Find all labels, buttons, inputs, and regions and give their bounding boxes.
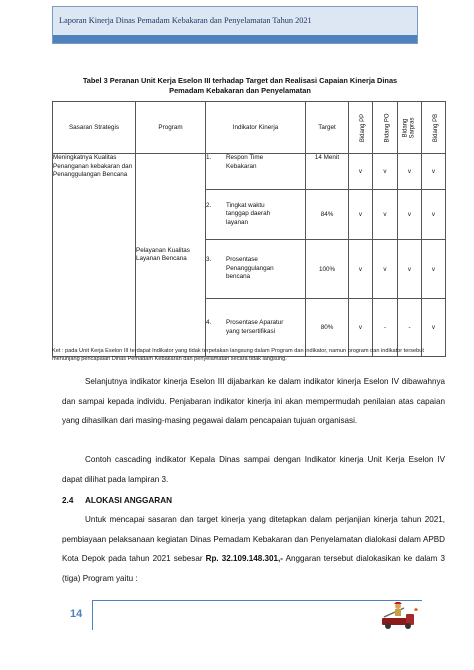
indikator-text: Respon Time Kebakaran bbox=[226, 154, 264, 170]
header-program: Program bbox=[136, 102, 206, 154]
sasaran-cell bbox=[53, 154, 136, 357]
header-bidang-pb bbox=[422, 102, 446, 154]
paragraph-cascading: Selanjutnya indikator kinerja Eselon III dijabarkan ke dalam indikator kinerja Eselon IV dibawahnya dan sampai kepada individu. Penjabaran indikator kinerja ini akan mempermudah penilaian atas capaian yang dihasilkan dari masing-masing pegawai dalam pencapaian tujuan organisasi. bbox=[62, 377, 445, 426]
pb-cell: v bbox=[422, 299, 446, 357]
program-cell bbox=[136, 154, 206, 357]
pb-cell: v bbox=[422, 190, 446, 240]
program-text: Pelayanan Kualitas Layanan Bencana bbox=[136, 246, 190, 262]
sasaran-text: Meningkatnya Kualitas Penanganan kebakaran dan Penanggulangan Bencana bbox=[53, 154, 133, 178]
section-number: 2.4 bbox=[62, 496, 74, 505]
paragraph-anggaran-prefix: Untuk mencapai sasaran dan target kinerja yang ditetapkan dalam perjanjian kinerja tahun 2021, pembiayaan pelaksanaan kegiatan Dinas Pemadam Kebakaran dan Penyelamatan dialokasi dalam APBD Kota Depok pada tahun 2021 sebesar bbox=[62, 515, 445, 564]
po-cell: v bbox=[373, 190, 398, 240]
po-cell: - bbox=[373, 299, 398, 357]
pp-cell: v bbox=[349, 190, 373, 240]
header-sarpras-line1: Bidang bbox=[402, 118, 409, 137]
indikator-cell bbox=[206, 190, 306, 240]
sarpras-cell: v bbox=[398, 154, 422, 190]
paragraph-anggaran-suffix: Anggaran tersebut dialokasikan ke dalam 3 (tiga) Program yaitu : bbox=[62, 554, 445, 584]
performance-table bbox=[52, 101, 446, 357]
footer-divider bbox=[92, 600, 422, 601]
table-header-row bbox=[53, 102, 446, 154]
sarpras-cell: v bbox=[398, 240, 422, 299]
header-indikator: Indikator Kinerja bbox=[206, 102, 306, 154]
header-sasaran: Sasaran Strategis bbox=[53, 102, 136, 154]
header-bidang-po bbox=[373, 102, 398, 154]
header-bidang-pp bbox=[349, 102, 373, 154]
target-cell: 14 Menit bbox=[306, 154, 349, 190]
paragraph-lampiran: Contoh cascading indikator Kepala Dinas sampai dengan Indikator kinerja Unit Kerja Eselon IV dapat dilihat pada lampiran 3. bbox=[62, 455, 445, 484]
page-header bbox=[52, 6, 418, 44]
table-note: Ket : pada Unit Kerja Eselon III terdapat Indikator yang tidak terpetakan langsung dalam Program dan indikator, namun program dan indikator tersebut menunjang pencapaian Dinas Pemadam Kebakaran dan penyelamatan secara tidak langsung. bbox=[52, 348, 424, 362]
table-title-line2: Pemadam Kebakaran dan Penyelamatan bbox=[169, 86, 311, 95]
table-title-line1: Tabel 3 Peranan Unit Kerja Eselon III terhadap Target dan Realisasi Capaian Kinerja Dinas bbox=[82, 76, 398, 85]
header-bidang-sarpras bbox=[398, 102, 422, 154]
indikator-text: Prosentase Penanggulangan bencana bbox=[226, 256, 274, 281]
indikator-text: Tingkat waktu tanggap daerah layanan bbox=[226, 201, 271, 226]
indikator-number: 3. bbox=[206, 256, 212, 264]
indikator-cell bbox=[206, 154, 306, 190]
paragraph-anggaran bbox=[62, 510, 445, 589]
pp-cell: v bbox=[349, 240, 373, 299]
indikator-cell bbox=[206, 240, 306, 299]
footer-vertical-divider bbox=[92, 600, 93, 630]
header-bidang-pp-label: Bidang PP bbox=[360, 113, 367, 143]
po-cell: v bbox=[373, 154, 398, 190]
header-sarpras-line2: Sarpras bbox=[409, 116, 416, 139]
page-number: 14 bbox=[70, 608, 83, 620]
indikator-number: 4. bbox=[206, 319, 212, 326]
pp-cell: v bbox=[349, 299, 373, 357]
firefighter-logo-icon bbox=[378, 600, 420, 635]
pp-cell: v bbox=[349, 154, 373, 190]
pb-cell: v bbox=[422, 240, 446, 299]
indikator-number: 1. bbox=[206, 154, 212, 161]
po-cell: v bbox=[373, 240, 398, 299]
section-heading bbox=[62, 496, 172, 505]
table-row bbox=[53, 154, 446, 190]
sarpras-cell: - bbox=[398, 299, 422, 357]
indikator-text: Prosentase Aparatur yang tersertifikasi bbox=[226, 319, 284, 335]
budget-amount: Rp. 32.109.148.301,- bbox=[205, 554, 283, 564]
target-cell: 84% bbox=[306, 190, 349, 240]
sarpras-cell: v bbox=[398, 190, 422, 240]
pb-cell: v bbox=[422, 154, 446, 190]
header-target: Target bbox=[306, 102, 349, 154]
header-bidang-po-label: Bidang PO bbox=[384, 113, 391, 143]
target-cell: 80% bbox=[306, 299, 349, 357]
indikator-number: 2. bbox=[206, 201, 212, 209]
header-bidang-sarpras-label bbox=[402, 117, 416, 138]
section-title: ALOKASI ANGGARAN bbox=[85, 496, 173, 505]
header-bidang-pb-label: Bidang PB bbox=[433, 113, 440, 143]
header-accent-bar bbox=[53, 35, 417, 43]
header-title: Laporan Kinerja Dinas Pemadam Kebakaran dan Penyelamatan Tahun 2021 bbox=[59, 16, 312, 25]
target-cell: 100% bbox=[306, 240, 349, 299]
